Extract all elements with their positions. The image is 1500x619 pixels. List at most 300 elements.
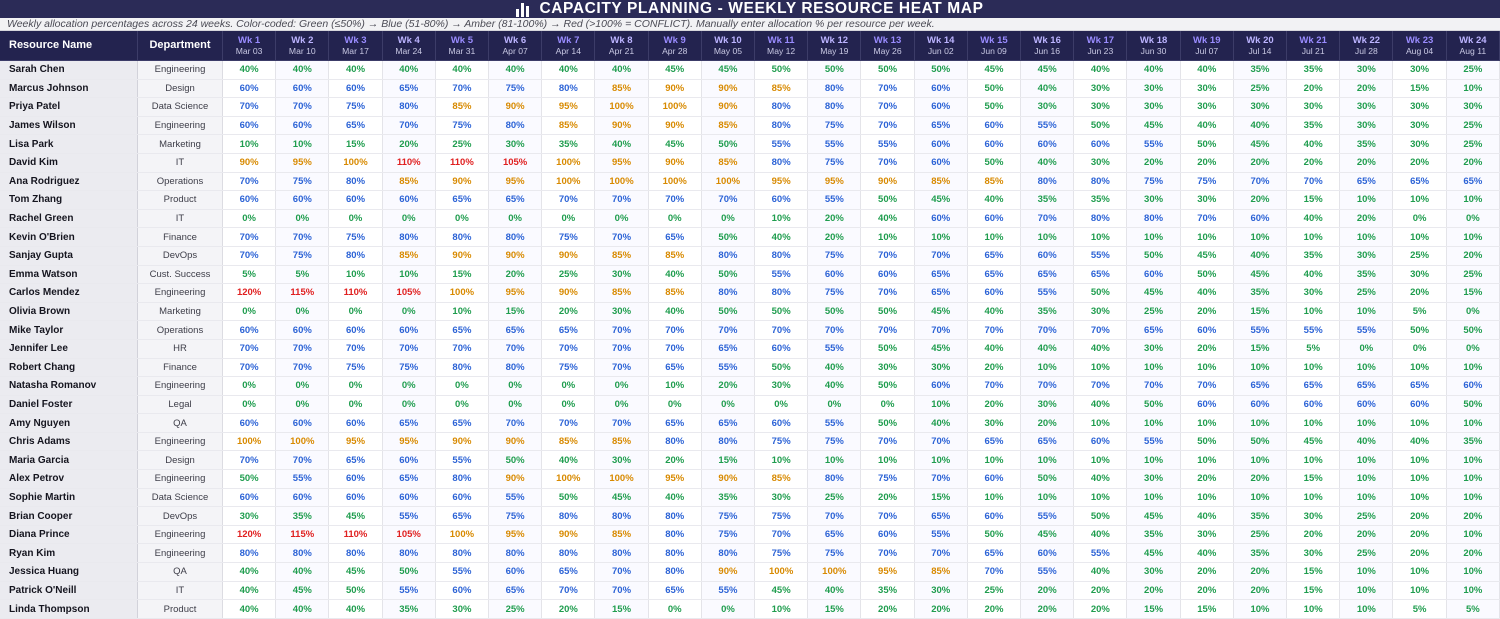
allocation-cell[interactable]: 70% — [861, 246, 914, 265]
allocation-cell[interactable]: 100% — [755, 563, 808, 582]
allocation-cell[interactable]: 85% — [435, 98, 488, 117]
table-row[interactable] — [0, 61, 1500, 80]
allocation-cell[interactable]: 20% — [1074, 581, 1127, 600]
allocation-cell[interactable]: 10% — [1127, 488, 1180, 507]
allocation-cell[interactable]: 55% — [808, 414, 861, 433]
allocation-cell[interactable]: 70% — [701, 321, 754, 340]
allocation-cell[interactable]: 10% — [1021, 228, 1074, 247]
allocation-cell[interactable]: 65% — [967, 246, 1020, 265]
allocation-cell[interactable]: 45% — [1127, 116, 1180, 135]
allocation-cell[interactable]: 70% — [329, 339, 382, 358]
allocation-cell[interactable]: 30% — [1074, 98, 1127, 117]
allocation-cell[interactable]: 0% — [435, 209, 488, 228]
department-cell[interactable]: Finance — [138, 358, 223, 377]
col-week-5[interactable] — [435, 31, 488, 61]
allocation-cell[interactable]: 30% — [1287, 507, 1340, 526]
allocation-cell[interactable]: 40% — [648, 302, 701, 321]
department-cell[interactable]: DevOps — [138, 246, 223, 265]
allocation-cell[interactable]: 0% — [1393, 339, 1446, 358]
allocation-cell[interactable]: 50% — [755, 302, 808, 321]
allocation-cell[interactable]: 70% — [223, 339, 276, 358]
allocation-cell[interactable]: 20% — [382, 135, 435, 154]
allocation-cell[interactable]: 90% — [648, 153, 701, 172]
allocation-cell[interactable]: 50% — [967, 79, 1020, 98]
allocation-cell[interactable]: 0% — [648, 209, 701, 228]
allocation-cell[interactable]: 5% — [1393, 302, 1446, 321]
allocation-cell[interactable]: 45% — [1021, 61, 1074, 80]
allocation-cell[interactable]: 60% — [223, 321, 276, 340]
allocation-cell[interactable]: 85% — [648, 284, 701, 303]
allocation-cell[interactable]: 70% — [223, 228, 276, 247]
allocation-cell[interactable]: 30% — [1074, 302, 1127, 321]
allocation-cell[interactable]: 45% — [914, 191, 967, 210]
allocation-cell[interactable]: 30% — [861, 358, 914, 377]
allocation-cell[interactable]: 50% — [1233, 432, 1286, 451]
allocation-cell[interactable]: 80% — [648, 544, 701, 563]
allocation-cell[interactable]: 85% — [542, 116, 595, 135]
allocation-cell[interactable]: 5% — [1287, 339, 1340, 358]
department-cell[interactable]: Engineering — [138, 432, 223, 451]
department-cell[interactable]: Cust. Success — [138, 265, 223, 284]
allocation-cell[interactable]: 10% — [1393, 563, 1446, 582]
allocation-cell[interactable]: 10% — [1233, 488, 1286, 507]
allocation-cell[interactable]: 30% — [914, 358, 967, 377]
allocation-cell[interactable]: 35% — [1233, 284, 1286, 303]
allocation-cell[interactable]: 85% — [595, 246, 648, 265]
allocation-cell[interactable]: 65% — [382, 79, 435, 98]
allocation-cell[interactable]: 40% — [648, 488, 701, 507]
allocation-cell[interactable]: 40% — [1233, 116, 1286, 135]
department-cell[interactable]: Product — [138, 600, 223, 619]
allocation-cell[interactable]: 30% — [1127, 563, 1180, 582]
table-row[interactable] — [0, 451, 1500, 470]
allocation-cell[interactable]: 20% — [1180, 153, 1233, 172]
allocation-cell[interactable]: 0% — [542, 377, 595, 396]
allocation-cell[interactable]: 10% — [1393, 414, 1446, 433]
allocation-cell[interactable]: 70% — [1127, 377, 1180, 396]
allocation-cell[interactable]: 10% — [1180, 358, 1233, 377]
allocation-cell[interactable]: 10% — [1287, 358, 1340, 377]
resource-name-cell[interactable]: Kevin O'Brien — [0, 228, 138, 247]
resource-name-cell[interactable]: Marcus Johnson — [0, 79, 138, 98]
allocation-cell[interactable]: 70% — [489, 339, 542, 358]
allocation-cell[interactable]: 70% — [595, 358, 648, 377]
allocation-cell[interactable]: 50% — [861, 302, 914, 321]
allocation-cell[interactable]: 80% — [648, 507, 701, 526]
allocation-cell[interactable]: 50% — [223, 470, 276, 489]
allocation-cell[interactable]: 70% — [595, 414, 648, 433]
allocation-cell[interactable]: 30% — [489, 135, 542, 154]
allocation-cell[interactable]: 40% — [1180, 507, 1233, 526]
allocation-cell[interactable]: 20% — [808, 228, 861, 247]
allocation-cell[interactable]: 70% — [595, 581, 648, 600]
allocation-cell[interactable]: 60% — [1180, 395, 1233, 414]
department-cell[interactable]: Engineering — [138, 61, 223, 80]
allocation-cell[interactable]: 15% — [1287, 581, 1340, 600]
allocation-cell[interactable]: 80% — [329, 246, 382, 265]
allocation-cell[interactable]: 45% — [914, 302, 967, 321]
allocation-cell[interactable]: 15% — [1127, 600, 1180, 619]
col-week-18[interactable] — [1127, 31, 1180, 61]
allocation-cell[interactable]: 0% — [701, 395, 754, 414]
allocation-cell[interactable]: 15% — [1393, 79, 1446, 98]
allocation-cell[interactable]: 95% — [595, 153, 648, 172]
allocation-cell[interactable]: 75% — [861, 470, 914, 489]
allocation-cell[interactable]: 70% — [914, 470, 967, 489]
allocation-cell[interactable]: 30% — [1127, 191, 1180, 210]
allocation-cell[interactable]: 10% — [1446, 79, 1499, 98]
allocation-cell[interactable]: 10% — [1446, 470, 1499, 489]
allocation-cell[interactable]: 40% — [435, 61, 488, 80]
allocation-cell[interactable]: 0% — [382, 302, 435, 321]
allocation-cell[interactable]: 55% — [276, 470, 329, 489]
allocation-cell[interactable]: 80% — [489, 544, 542, 563]
allocation-cell[interactable]: 90% — [435, 246, 488, 265]
allocation-cell[interactable]: 45% — [329, 507, 382, 526]
allocation-cell[interactable]: 110% — [329, 525, 382, 544]
allocation-cell[interactable]: 120% — [223, 525, 276, 544]
allocation-cell[interactable]: 55% — [435, 451, 488, 470]
table-row[interactable] — [0, 284, 1500, 303]
resource-name-cell[interactable]: David Kim — [0, 153, 138, 172]
allocation-cell[interactable]: 20% — [1180, 563, 1233, 582]
allocation-cell[interactable]: 100% — [542, 470, 595, 489]
allocation-cell[interactable]: 50% — [329, 581, 382, 600]
table-row[interactable] — [0, 191, 1500, 210]
allocation-cell[interactable]: 40% — [861, 209, 914, 228]
allocation-cell[interactable]: 20% — [967, 358, 1020, 377]
allocation-cell[interactable]: 80% — [1021, 172, 1074, 191]
department-cell[interactable]: HR — [138, 339, 223, 358]
allocation-cell[interactable]: 45% — [1021, 525, 1074, 544]
allocation-cell[interactable]: 100% — [276, 432, 329, 451]
allocation-cell[interactable]: 30% — [755, 377, 808, 396]
allocation-cell[interactable]: 15% — [1233, 339, 1286, 358]
department-cell[interactable]: IT — [138, 153, 223, 172]
allocation-cell[interactable]: 15% — [914, 488, 967, 507]
allocation-cell[interactable]: 40% — [1074, 395, 1127, 414]
allocation-cell[interactable]: 80% — [1127, 209, 1180, 228]
allocation-cell[interactable]: 90% — [595, 116, 648, 135]
allocation-cell[interactable]: 65% — [808, 525, 861, 544]
allocation-cell[interactable]: 20% — [1340, 209, 1393, 228]
allocation-cell[interactable]: 80% — [435, 470, 488, 489]
allocation-cell[interactable]: 60% — [382, 191, 435, 210]
table-row[interactable] — [0, 525, 1500, 544]
col-week-19[interactable] — [1180, 31, 1233, 61]
allocation-cell[interactable]: 20% — [1233, 153, 1286, 172]
allocation-cell[interactable]: 40% — [1021, 339, 1074, 358]
allocation-cell[interactable]: 70% — [755, 525, 808, 544]
allocation-cell[interactable]: 100% — [648, 98, 701, 117]
allocation-cell[interactable]: 30% — [1287, 544, 1340, 563]
allocation-cell[interactable]: 10% — [1446, 228, 1499, 247]
allocation-cell[interactable]: 55% — [1021, 284, 1074, 303]
allocation-cell[interactable]: 50% — [861, 414, 914, 433]
allocation-cell[interactable]: 40% — [223, 563, 276, 582]
allocation-cell[interactable]: 60% — [861, 525, 914, 544]
allocation-cell[interactable]: 65% — [967, 265, 1020, 284]
allocation-cell[interactable]: 45% — [648, 61, 701, 80]
allocation-cell[interactable]: 10% — [914, 451, 967, 470]
allocation-cell[interactable]: 80% — [755, 116, 808, 135]
allocation-cell[interactable]: 70% — [1021, 209, 1074, 228]
allocation-cell[interactable]: 35% — [1127, 525, 1180, 544]
allocation-cell[interactable]: 10% — [755, 600, 808, 619]
allocation-cell[interactable]: 10% — [967, 488, 1020, 507]
allocation-cell[interactable]: 20% — [1233, 470, 1286, 489]
allocation-cell[interactable]: 80% — [489, 228, 542, 247]
col-week-15[interactable] — [967, 31, 1020, 61]
col-week-3[interactable] — [329, 31, 382, 61]
allocation-cell[interactable]: 45% — [1180, 246, 1233, 265]
allocation-cell[interactable]: 15% — [1287, 563, 1340, 582]
col-week-17[interactable] — [1074, 31, 1127, 61]
allocation-cell[interactable]: 80% — [329, 544, 382, 563]
allocation-cell[interactable]: 85% — [701, 153, 754, 172]
allocation-cell[interactable]: 0% — [276, 395, 329, 414]
allocation-cell[interactable]: 0% — [329, 377, 382, 396]
department-cell[interactable]: Engineering — [138, 116, 223, 135]
allocation-cell[interactable]: 40% — [329, 600, 382, 619]
allocation-cell[interactable]: 10% — [1393, 451, 1446, 470]
allocation-cell[interactable]: 25% — [967, 581, 1020, 600]
allocation-cell[interactable]: 35% — [1021, 302, 1074, 321]
col-week-23[interactable] — [1393, 31, 1446, 61]
resource-name-cell[interactable]: Mike Taylor — [0, 321, 138, 340]
allocation-cell[interactable]: 40% — [276, 61, 329, 80]
allocation-cell[interactable]: 65% — [1021, 265, 1074, 284]
allocation-cell[interactable]: 80% — [489, 116, 542, 135]
allocation-cell[interactable]: 85% — [382, 172, 435, 191]
allocation-cell[interactable]: 0% — [595, 395, 648, 414]
allocation-cell[interactable]: 10% — [1180, 488, 1233, 507]
allocation-cell[interactable]: 50% — [967, 153, 1020, 172]
allocation-cell[interactable]: 20% — [1287, 525, 1340, 544]
allocation-cell[interactable]: 50% — [967, 525, 1020, 544]
allocation-cell[interactable]: 95% — [542, 98, 595, 117]
table-row[interactable] — [0, 98, 1500, 117]
allocation-cell[interactable]: 110% — [382, 153, 435, 172]
allocation-cell[interactable]: 80% — [435, 228, 488, 247]
col-week-16[interactable] — [1021, 31, 1074, 61]
allocation-cell[interactable]: 30% — [1340, 98, 1393, 117]
allocation-cell[interactable]: 10% — [914, 395, 967, 414]
allocation-cell[interactable]: 75% — [808, 544, 861, 563]
allocation-cell[interactable]: 25% — [1233, 525, 1286, 544]
allocation-cell[interactable]: 100% — [595, 98, 648, 117]
allocation-cell[interactable]: 20% — [967, 600, 1020, 619]
allocation-cell[interactable]: 70% — [382, 339, 435, 358]
allocation-cell[interactable]: 30% — [1393, 98, 1446, 117]
allocation-cell[interactable]: 45% — [914, 339, 967, 358]
allocation-cell[interactable]: 50% — [1180, 135, 1233, 154]
allocation-cell[interactable]: 70% — [914, 321, 967, 340]
resource-name-cell[interactable]: James Wilson — [0, 116, 138, 135]
allocation-cell[interactable]: 45% — [967, 61, 1020, 80]
allocation-cell[interactable]: 35% — [1074, 191, 1127, 210]
allocation-cell[interactable]: 0% — [755, 395, 808, 414]
allocation-cell[interactable]: 15% — [808, 600, 861, 619]
allocation-cell[interactable]: 20% — [914, 600, 967, 619]
allocation-cell[interactable]: 40% — [542, 61, 595, 80]
allocation-cell[interactable]: 100% — [808, 563, 861, 582]
allocation-cell[interactable]: 20% — [1393, 525, 1446, 544]
allocation-cell[interactable]: 50% — [914, 61, 967, 80]
allocation-cell[interactable]: 70% — [542, 191, 595, 210]
resource-name-cell[interactable]: Sophie Martin — [0, 488, 138, 507]
allocation-cell[interactable]: 15% — [701, 451, 754, 470]
allocation-cell[interactable]: 10% — [1446, 581, 1499, 600]
allocation-cell[interactable]: 40% — [276, 600, 329, 619]
allocation-cell[interactable]: 70% — [861, 98, 914, 117]
col-week-11[interactable] — [755, 31, 808, 61]
allocation-cell[interactable]: 70% — [1074, 377, 1127, 396]
allocation-cell[interactable]: 85% — [542, 432, 595, 451]
table-row[interactable] — [0, 116, 1500, 135]
allocation-cell[interactable]: 80% — [755, 246, 808, 265]
allocation-cell[interactable]: 30% — [1021, 98, 1074, 117]
department-cell[interactable]: Operations — [138, 172, 223, 191]
allocation-cell[interactable]: 70% — [223, 358, 276, 377]
allocation-cell[interactable]: 65% — [542, 563, 595, 582]
allocation-cell[interactable]: 80% — [329, 172, 382, 191]
allocation-cell[interactable]: 10% — [1287, 488, 1340, 507]
allocation-cell[interactable]: 10% — [1127, 228, 1180, 247]
allocation-cell[interactable]: 10% — [1340, 191, 1393, 210]
allocation-cell[interactable]: 90% — [542, 284, 595, 303]
allocation-cell[interactable]: 70% — [648, 339, 701, 358]
table-row[interactable] — [0, 321, 1500, 340]
allocation-cell[interactable]: 20% — [1021, 581, 1074, 600]
allocation-cell[interactable]: 30% — [1287, 284, 1340, 303]
allocation-cell[interactable]: 20% — [1340, 153, 1393, 172]
allocation-cell[interactable]: 65% — [1233, 377, 1286, 396]
resource-name-cell[interactable]: Daniel Foster — [0, 395, 138, 414]
allocation-cell[interactable]: 55% — [701, 358, 754, 377]
allocation-cell[interactable]: 80% — [435, 358, 488, 377]
allocation-cell[interactable]: 65% — [1021, 432, 1074, 451]
allocation-cell[interactable]: 30% — [1021, 395, 1074, 414]
allocation-cell[interactable]: 70% — [1021, 321, 1074, 340]
allocation-cell[interactable]: 95% — [489, 284, 542, 303]
allocation-cell[interactable]: 40% — [808, 358, 861, 377]
allocation-cell[interactable]: 15% — [1180, 600, 1233, 619]
allocation-cell[interactable]: 10% — [1127, 414, 1180, 433]
allocation-cell[interactable]: 100% — [223, 432, 276, 451]
allocation-cell[interactable]: 60% — [276, 321, 329, 340]
allocation-cell[interactable]: 70% — [595, 191, 648, 210]
department-cell[interactable]: Engineering — [138, 525, 223, 544]
allocation-cell[interactable]: 30% — [1393, 265, 1446, 284]
allocation-cell[interactable]: 15% — [489, 302, 542, 321]
allocation-cell[interactable]: 50% — [542, 488, 595, 507]
resource-name-cell[interactable]: Diana Prince — [0, 525, 138, 544]
allocation-cell[interactable]: 0% — [861, 395, 914, 414]
allocation-cell[interactable]: 60% — [1074, 432, 1127, 451]
col-week-10[interactable] — [701, 31, 754, 61]
allocation-cell[interactable]: 55% — [1287, 321, 1340, 340]
allocation-cell[interactable]: 0% — [542, 209, 595, 228]
allocation-cell[interactable]: 90% — [489, 432, 542, 451]
allocation-cell[interactable]: 55% — [1233, 321, 1286, 340]
allocation-cell[interactable]: 65% — [382, 414, 435, 433]
allocation-cell[interactable]: 10% — [435, 302, 488, 321]
allocation-cell[interactable]: 30% — [223, 507, 276, 526]
allocation-cell[interactable]: 25% — [1127, 302, 1180, 321]
allocation-cell[interactable]: 10% — [1074, 488, 1127, 507]
col-resource-name[interactable]: Resource Name — [0, 31, 138, 61]
allocation-cell[interactable]: 45% — [595, 488, 648, 507]
allocation-cell[interactable]: 95% — [382, 432, 435, 451]
allocation-cell[interactable]: 35% — [1021, 191, 1074, 210]
allocation-cell[interactable]: 0% — [382, 377, 435, 396]
allocation-cell[interactable]: 50% — [861, 61, 914, 80]
allocation-cell[interactable]: 40% — [1340, 432, 1393, 451]
allocation-cell[interactable]: 105% — [382, 284, 435, 303]
allocation-cell[interactable]: 80% — [595, 507, 648, 526]
allocation-cell[interactable]: 60% — [1393, 395, 1446, 414]
allocation-cell[interactable]: 95% — [755, 172, 808, 191]
allocation-cell[interactable]: 70% — [808, 507, 861, 526]
allocation-cell[interactable]: 10% — [1340, 563, 1393, 582]
allocation-cell[interactable]: 0% — [435, 395, 488, 414]
table-row[interactable] — [0, 563, 1500, 582]
department-cell[interactable]: Design — [138, 451, 223, 470]
allocation-cell[interactable]: 80% — [701, 544, 754, 563]
allocation-cell[interactable]: 0% — [701, 209, 754, 228]
allocation-cell[interactable]: 25% — [1340, 284, 1393, 303]
allocation-cell[interactable]: 50% — [1074, 507, 1127, 526]
department-cell[interactable]: Engineering — [138, 284, 223, 303]
allocation-cell[interactable]: 60% — [1233, 395, 1286, 414]
allocation-cell[interactable]: 50% — [701, 302, 754, 321]
allocation-cell[interactable]: 60% — [755, 191, 808, 210]
allocation-cell[interactable]: 30% — [1074, 153, 1127, 172]
allocation-cell[interactable]: 80% — [223, 544, 276, 563]
allocation-cell[interactable]: 65% — [435, 414, 488, 433]
allocation-cell[interactable]: 10% — [861, 451, 914, 470]
table-row[interactable] — [0, 581, 1500, 600]
allocation-cell[interactable]: 40% — [1074, 563, 1127, 582]
allocation-cell[interactable]: 10% — [1180, 228, 1233, 247]
allocation-cell[interactable]: 40% — [967, 302, 1020, 321]
allocation-cell[interactable]: 20% — [1233, 191, 1286, 210]
allocation-cell[interactable]: 60% — [276, 79, 329, 98]
allocation-cell[interactable]: 45% — [329, 563, 382, 582]
allocation-cell[interactable]: 30% — [595, 451, 648, 470]
allocation-cell[interactable]: 30% — [1127, 98, 1180, 117]
allocation-cell[interactable]: 60% — [276, 116, 329, 135]
allocation-cell[interactable]: 20% — [861, 600, 914, 619]
allocation-cell[interactable]: 60% — [861, 265, 914, 284]
allocation-cell[interactable]: 60% — [808, 265, 861, 284]
allocation-cell[interactable]: 0% — [223, 209, 276, 228]
allocation-cell[interactable]: 80% — [808, 98, 861, 117]
allocation-cell[interactable]: 35% — [1287, 61, 1340, 80]
allocation-cell[interactable]: 10% — [808, 451, 861, 470]
allocation-cell[interactable]: 75% — [329, 98, 382, 117]
allocation-cell[interactable]: 50% — [701, 135, 754, 154]
allocation-cell[interactable]: 75% — [276, 172, 329, 191]
allocation-cell[interactable]: 30% — [914, 581, 967, 600]
col-week-24[interactable] — [1446, 31, 1499, 61]
allocation-cell[interactable]: 35% — [276, 507, 329, 526]
allocation-cell[interactable]: 40% — [808, 581, 861, 600]
allocation-cell[interactable]: 10% — [914, 228, 967, 247]
allocation-cell[interactable]: 60% — [329, 79, 382, 98]
allocation-cell[interactable]: 20% — [1393, 284, 1446, 303]
